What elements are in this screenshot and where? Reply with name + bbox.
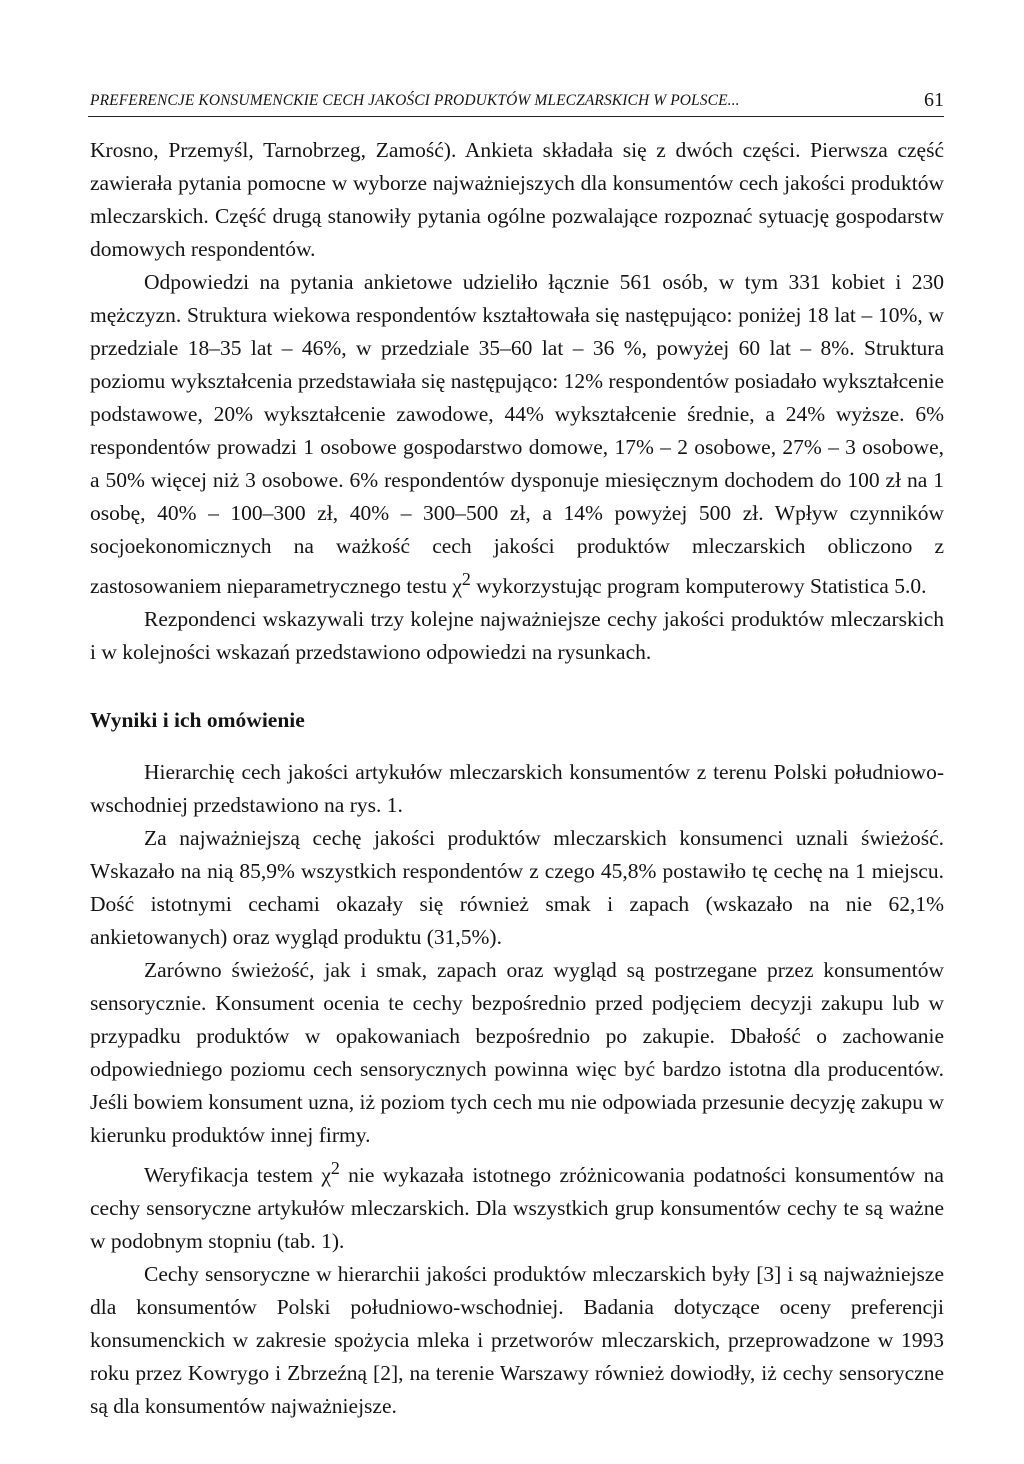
paragraph-indications: Rezpondenci wskazywali trzy kolejne najważniejsze cechy jakości produktów mleczarskich i w kolejności wskazań przedstawiono odpowiedzi na rysunkach. xyxy=(90,607,944,665)
chi-test-superscript: 2 xyxy=(330,1158,340,1179)
paragraph-sensory-hierarchy: Cechy sensoryczne w hierarchii jakości produktów mleczarskich były [3] i są najważniejsze dla konsumentów Polski południowo-wschodniej. Badania dotyczące oceny preferencji konsumenckich w zakresie spożycia mleka i przetworów mleczarskich, przeprowadzone w 1993 roku przez Kowrygo i Zbrzeźną [2], na terenie Warszawy również dowiodły, iż cechy sensoryczne są dla konsumentów najważniejsze. xyxy=(90,1262,944,1419)
paragraph-survey-structure: Krosno, Przemyśl, Tarnobrzeg, Zamość). Ankieta składała się z dwóch części. Pierwsza część zawierała pytania pomocne w wyborze najważniejszych dla konsumentów cech jakości produktów mleczarskich. Część drugą stanowiły pytania ogólne pozwalające rozpoznać sytuację gospodarstw domowych respondentów. xyxy=(90,138,944,261)
chi-test-text: Weryfikacja testem χ xyxy=(144,1163,331,1188)
running-header xyxy=(88,88,944,117)
chi-test-text-end: nie wykazała istotnego zróżnicowania podatności konsumentów na cechy sensoryczne artykułów mleczarskich. Dla wszystkich grup konsumentów cechy te są ważne w podobnym stopniu (tab. 1). xyxy=(90,1163,944,1254)
respondents-text: Odpowiedzi na pytania ankietowe udzieliło łącznie 561 osób, w tym 331 kobiet i 230 mężczyzn. Struktura wiekowa respondentów kształtowała się następująco: poniżej 18 lat – 10%, w przedziale 18–35 lat – 46%, w przedziale 35–60 lat – 36 %, powyżej 60 lat – 8%. Struktura poziomu wykształcenia przedstawiała się następująco: 12% respondentów posiadało wykształcenie podstawowe, 20% wykształcenie zawodowe, 44% wykształcenie średnie, a 24% wyższe. 6% respondentów prowadzi 1 osobowe gospodarstwo domowe, 17% – 2 osobowe, 27% – 3 osobowe, a 50% więcej niż 3 osobowe. 6% respondentów dysponuje miesięcznym dochodem do 100 zł na 1 osobę, 40% – 100–300 zł, 40% – 300–500 zł, a 14% powyżej 500 zł. Wpływ czynników socjoekonomicznych na ważkość cech jakości produktów mleczarskich obliczono z zastosowaniem nieparametrycznego testu χ xyxy=(90,270,944,599)
body-text xyxy=(90,134,944,1423)
paragraph-sensory: Zarówno świeżość, jak i smak, zapach oraz wygląd są postrzegane przez konsumentów sensorycznie. Konsument ocenia te cechy bezpośrednio przed podjęciem decyzji zakupu lub w przypadku produktów w opakowaniach bezpośrednio po zakupie. Dbałość o zachowanie odpowiedniego poziomu cech sensorycznych powinna więc być bardzo istotna dla producentów. Jeśli bowiem konsument uzna, iż poziom tych cech mu nie odpowiada przesunie decyzję zakupu w kierunku produktów innej firmy. xyxy=(90,958,944,1148)
paragraph-freshness: Za najważniejszą cechę jakości produktów mleczarskich konsumenci uznali świeżość. Wskazało na nią 85,9% wszystkich respondentów z czego 45,8% postawiło tę cechę na 1 miejscu. Dość istotnymi cechami okazały się również smak i zapach (wskazało na nie 62,1% ankietowanych) oraz wygląd produktu (31,5%). xyxy=(90,826,944,950)
paragraph-chi-test xyxy=(90,1152,944,1258)
page-number: 61 xyxy=(924,89,944,111)
section-heading: Wyniki i ich omówienie xyxy=(90,708,305,733)
paragraph-respondents xyxy=(90,266,944,603)
respondents-text-end: wykorzystując program komputerowy Statistica 5.0. xyxy=(470,574,927,599)
running-title: PREFERENCJE KONSUMENCKIE CECH JAKOŚCI PRODUKTÓW MLECZARSKICH W POLSCE... xyxy=(90,92,740,109)
paragraph-hierarchy: Hierarchię cech jakości artykułów mleczarskich konsumentów z terenu Polski południowo-wschodniej przedstawiono na rys. 1. xyxy=(90,760,944,818)
chi-square-superscript: 2 xyxy=(461,569,471,589)
